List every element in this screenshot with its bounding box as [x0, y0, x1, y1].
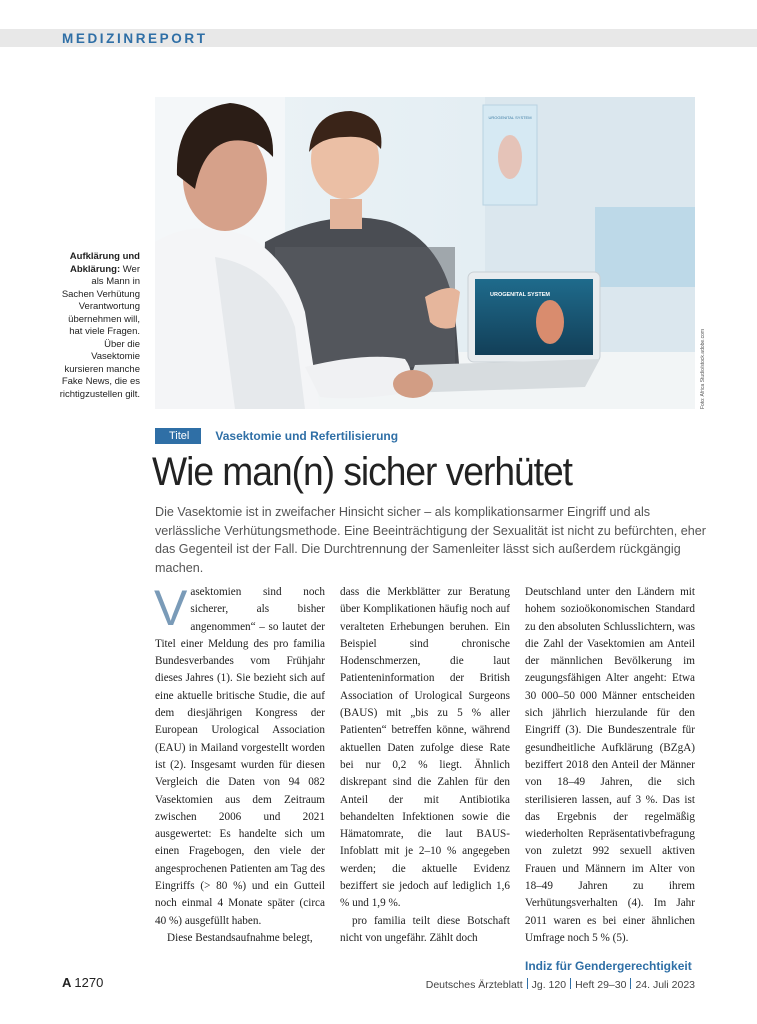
subheading: Indiz für Gendergerechtigkeit — [525, 959, 692, 974]
journal-date: 24. Juli 2023 — [635, 979, 695, 991]
article-photo — [155, 97, 695, 409]
paragraph: Deutschland unter den Ländern mit hohem sozioökonomischen Standard zu den absoluten Schlusslichtern, was die Zahl der Vasektomien am Anteil der männlichen Bevölkerung im zeugungsfähigen Alter angeht: Etwa 30 000–50 000 Männer entscheiden sich jährlich hierzulande für den Eingriff (3). Die Bundeszentrale für gesundheitliche Aufklärung (BZgA) beziffert 2018 den Anteil der Männer von 18–49 Jahren, die sich sterilisieren lassen, auf 3 %. Das ist das Ergebnis der regelmäßig wiederholten Repräsentativbefragung von zuletzt 992 sexuell aktiven Frauen und Männern im Alter von 18–49 Jahren zu ihrem Verhütungsverhalten (4). Im Jahr 2011 waren es bei einer ähnlichen Umfrage noch 5 % (5). — [525, 586, 695, 944]
separator — [570, 978, 571, 989]
section-label: MEDIZINREPORT — [62, 31, 208, 46]
photo-caption — [58, 251, 140, 401]
text-column-2 — [340, 584, 510, 947]
paragraph: dass die Merkblätter zur Beratung über Komplikationen häufig noch auf veralteten Erhebungen beruhen. Ein Beispiel sind chronische Hodenschmerzen, die laut Patienteninformation der British Association of Urological Surgeons (BAUS) mit „bis zu 5 % aller Patienten“ betreffen könne, während aktuellen Daten zufolge diese Rate bei nur 0,2 % liegt. Ähnlich diskrepant sind die Zahlen für den Anteil der mit Antibiotika behandelten Infektionen sowie die Hämatomrate, die laut BAUS-Infoblatt mit je 2–10 % angegeben werden; die aktuelle Evidenz beziffert sie jedoch auf lediglich 1,6 % und 1,9 %. — [340, 586, 510, 910]
svg-text:UROGENITAL SYSTEM: UROGENITAL SYSTEM — [490, 292, 550, 298]
article-tag — [155, 428, 398, 444]
drop-cap: V — [154, 580, 188, 636]
separator — [630, 978, 631, 989]
article-lead: Die Vasektomie ist in zweifacher Hinsicht sicher – als komplikationsarmer Eingriff und als verlässliche Verhütungsmethode. Eine Beeinträchtigung der Sexualität ist nicht zu befürchten, eher das Gegenteil ist der Fall. Die Durchtrennung der Samenleiter lässt sich außerdem rückgängig machen. — [155, 505, 706, 575]
separator — [527, 978, 528, 989]
journal-issue: Heft 29–30 — [575, 979, 627, 991]
svg-text:UROGENITAL SYSTEM: UROGENITAL SYSTEM — [488, 115, 532, 120]
text-column-3 — [525, 584, 695, 977]
page-number: A 1270 — [62, 975, 104, 990]
category-badge: Titel — [155, 428, 201, 444]
journal-info — [426, 978, 695, 991]
photo-credit: Foto: Africa Studio/stock.adobe.com — [700, 328, 706, 409]
journal-volume: Jg. 120 — [531, 979, 567, 991]
journal-name: Deutsches Ärzteblatt — [425, 979, 523, 991]
article-topic: Vasektomie und Refertilisierung — [215, 429, 399, 443]
paragraph: Diese Bestandsaufnahme belegt, — [167, 931, 313, 944]
caption-text: Wer als Mann in Sachen Verhütung Verantwortung übernehmen will, hat viele Fragen. Über die Vasektomie kursieren manche Fake News, die es richtigzustellen gilt. — [59, 263, 140, 400]
paragraph: Vasektomien sind noch sicherer, als bisher angenommen“ – so lautet der Titel einer Meldung des pro familia Bundesverbandes vom Frühjahr dieses Jahres (1). Sie bezieht sich auf eine aktuelle britische Studie, die auf dem diesjährigen Kongress der European Urological Association (EAU) in Mailand vorgestellt worden ist (2). Insgesamt wurden für diesen Vergleich die Daten von 94 082 Vasektomien aus dem Zeitraum zwischen 2006 und 2021 ausgewertet: Es handelte sich um einen Fragebogen, den viele der angesprochenen Patienten am Tag des Eingriffs (> 80 %) und ein Gutteil noch einmal 4 Monate später (circa 40 %) ausgefüllt haben. — [154, 580, 325, 927]
wall-poster — [483, 105, 537, 205]
article-headline: Wie man(n) sicher verhütet — [152, 450, 572, 494]
paragraph: pro familia teilt diese Botschaft nicht von ungefähr. Zählt doch — [340, 914, 510, 944]
text-column-1 — [154, 580, 325, 947]
caption-title: Aufklärung und Abklärung: — [69, 251, 140, 275]
